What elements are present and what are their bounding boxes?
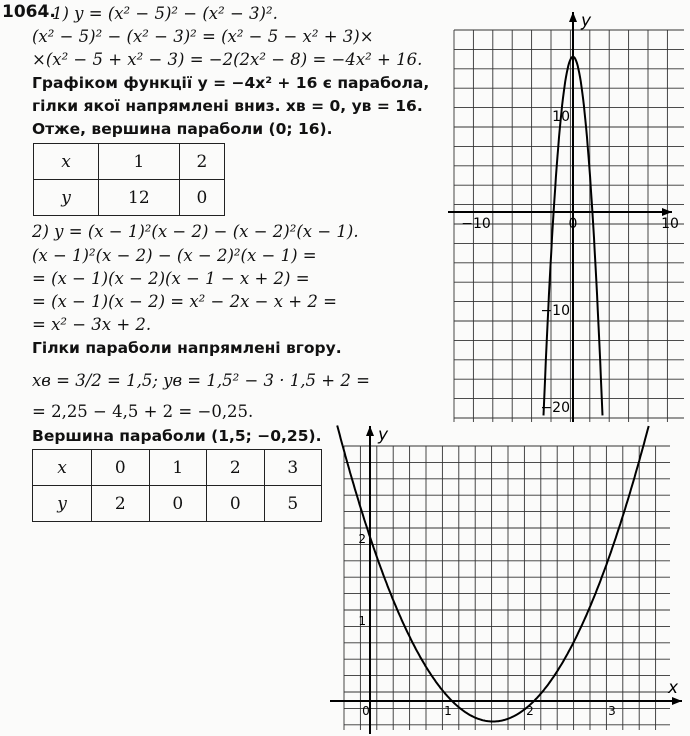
part2-line-9: Вершина параболи (1,5; −0,25). (32, 427, 322, 445)
part2-line-2: (x − 1)²(x − 2) − (x − 2)²(x − 1) = (32, 246, 317, 265)
y-tick-label: 2 (358, 532, 366, 546)
x-tick-label: 3 (608, 704, 616, 718)
table-cell: 3 (264, 450, 322, 486)
table-row (34, 180, 225, 216)
series-line (337, 426, 649, 722)
y-axis-arrow (569, 12, 577, 22)
y-axis-label: y (378, 425, 389, 445)
x-tick-label: 0 (362, 704, 370, 718)
table-header: x (33, 450, 92, 486)
y-tick-label: −10 (540, 303, 570, 319)
table-row (34, 144, 225, 180)
x-tick-label: 2 (526, 704, 534, 718)
table-cell: 0 (92, 450, 150, 486)
table-row (33, 486, 322, 522)
axes (330, 426, 682, 734)
tick-labels (358, 425, 679, 718)
part1-line-5: гілки якої напрямлені вниз. xв = 0, yв = 16. (32, 97, 423, 115)
y-tick-label: −20 (540, 400, 570, 416)
part1-line-2: (x² − 5)² − (x² − 3)² = (x² − 5 − x² + 3)× (32, 27, 374, 46)
table-header: x (34, 144, 99, 180)
y-tick-label: 1 (358, 614, 366, 628)
table-cell: 0 (207, 486, 265, 522)
part1-line-1: 1) y = (x² − 5)² − (x² − 3)². (52, 4, 278, 23)
problem-number: 1064. (2, 2, 56, 22)
table-cell: 0 (149, 486, 207, 522)
table-cell: 2 (179, 144, 224, 180)
part2-line-8: = 2,25 − 4,5 + 2 = −0,25. (32, 402, 254, 421)
y-tick-label: 10 (552, 109, 570, 125)
x-tick-label: −10 (461, 216, 491, 232)
part1-line-4: Графіком функції y = −4x² + 16 є парабола, (32, 74, 430, 92)
part2-line-5: = x² − 3x + 2. (32, 315, 152, 334)
x-tick-label: 0 (568, 216, 578, 232)
x-tick-label: 1 (444, 704, 452, 718)
table-cell: 2 (207, 450, 265, 486)
y-axis-arrow (366, 426, 374, 436)
part2-line-6: Гілки параболи напрямлені вгору. (32, 339, 342, 357)
part2-line-3: = (x − 1)(x − 2)(x − 1 − x + 2) = (32, 269, 310, 288)
part1-line-3: ×(x² − 5 + x² − 3) = −2(2x² − 8) = −4x² + 16. (32, 50, 423, 69)
parabola-graph-2 (330, 418, 690, 736)
table-cell: 1 (149, 450, 207, 486)
values-table-2 (32, 449, 322, 522)
table-cell: 1 (99, 144, 180, 180)
table-cell: 2 (92, 486, 150, 522)
parabola-graph-1 (440, 0, 690, 430)
part2-line-4: = (x − 1)(x − 2) = x² − 2x − x + 2 = (32, 292, 337, 311)
grid (344, 446, 670, 730)
table-cell: 12 (99, 180, 180, 216)
table-row (33, 450, 322, 486)
x-axis-arrow (672, 697, 682, 705)
x-axis-label: x (668, 678, 679, 698)
table-cell: 5 (264, 486, 322, 522)
x-tick-label: 10 (661, 216, 679, 232)
table-header: y (33, 486, 92, 522)
y-axis-label: y (581, 11, 592, 31)
table-header: y (34, 180, 99, 216)
values-table-1 (33, 143, 225, 216)
part2-line-1: 2) y = (x − 1)²(x − 2) − (x − 2)²(x − 1). (32, 222, 359, 241)
part1-line-6: Отже, вершина параболи (0; 16). (32, 120, 333, 138)
table-cell: 0 (179, 180, 224, 216)
part2-line-7: xв = 3/2 = 1,5; yв = 1,5² − 3 · 1,5 + 2 = (32, 371, 370, 390)
